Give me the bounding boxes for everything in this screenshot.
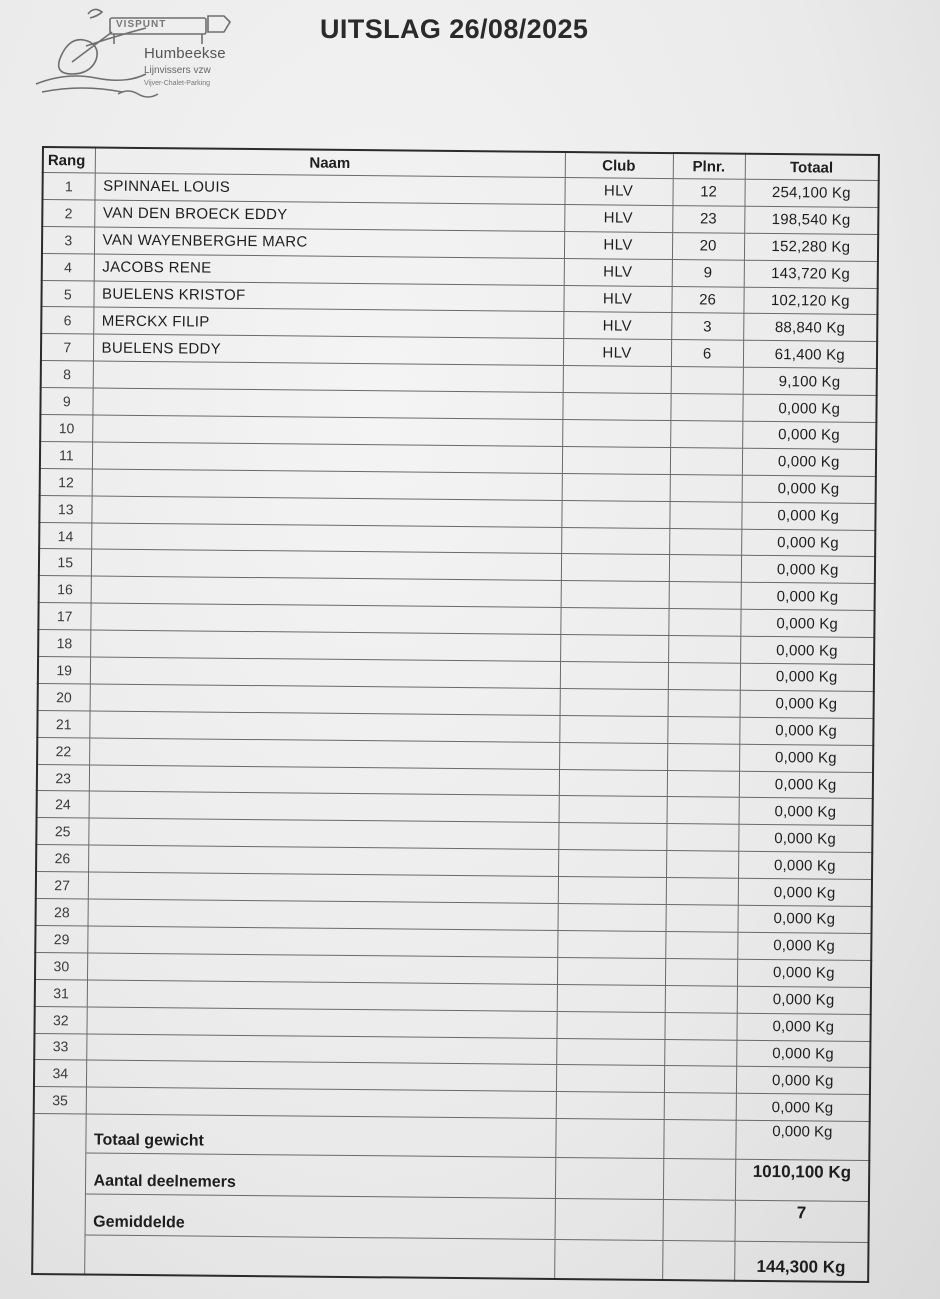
cell-rang: 35 — [34, 1087, 86, 1114]
aantal-deelnemers-value: 7 — [735, 1200, 869, 1242]
cell-rang: 20 — [38, 683, 90, 710]
cell-naam: JACOBS RENE — [94, 254, 564, 285]
cell-plnr — [666, 824, 738, 852]
cell-plnr — [665, 985, 737, 1013]
cell-club — [557, 984, 665, 1012]
cell-plnr: 20 — [672, 232, 744, 260]
cell-club — [558, 877, 666, 905]
cell-plnr — [665, 931, 737, 959]
cell-club: HLV — [564, 231, 672, 259]
cell-plnr — [669, 582, 741, 610]
cell-club — [557, 930, 665, 958]
cell-plnr — [666, 878, 738, 906]
cell-rang: 24 — [37, 791, 89, 818]
cell-plnr — [664, 1066, 736, 1094]
cell-club — [556, 1065, 664, 1093]
cell-rang: 18 — [38, 630, 90, 657]
cell-rang: 3 — [42, 226, 94, 253]
cell-rang: 22 — [37, 737, 89, 764]
cell-totaal: 0,000 Kg — [737, 986, 871, 1014]
cell-rang: 33 — [34, 1033, 86, 1060]
cell-club — [561, 581, 669, 609]
header-totaal: Totaal — [745, 154, 879, 181]
cell-plnr: 12 — [672, 179, 744, 207]
cell-club — [561, 500, 669, 528]
cell-rang: 5 — [41, 280, 93, 307]
logo-title: Humbeekse — [144, 45, 226, 62]
cell-club — [560, 608, 668, 636]
cell-plnr — [664, 1039, 736, 1067]
cell-rang: 23 — [37, 764, 89, 791]
cell-rang: 7 — [41, 334, 93, 361]
cell-plnr — [668, 689, 740, 717]
cell-totaal: 152,280 Kg — [744, 233, 878, 261]
cell-club — [560, 635, 668, 663]
page-title: UITSLAG 26/08/2025 — [320, 14, 589, 44]
cell-rang: 10 — [40, 415, 92, 442]
cell-plnr — [670, 447, 742, 475]
cell-totaal: 0,000 Kg — [738, 878, 872, 906]
cell-rang: 29 — [35, 925, 87, 952]
cell-rang: 6 — [41, 307, 93, 334]
header-plnr: Plnr. — [673, 153, 745, 179]
cell-naam: MERCKX FILIP — [93, 307, 563, 338]
cell-club — [560, 688, 668, 716]
cell-rang: 31 — [35, 979, 87, 1006]
cell-totaal: 61,400 Kg — [743, 341, 877, 369]
cell-plnr — [670, 474, 742, 502]
cell-club — [561, 527, 669, 555]
club-logo — [28, 4, 248, 104]
cell-totaal: 0,000 Kg — [739, 771, 873, 799]
cell-rang: 2 — [42, 199, 94, 226]
cell-rang: 15 — [39, 549, 91, 576]
cell-totaal: 0,000 Kg — [740, 609, 874, 637]
cell-totaal: 9,100 Kg — [743, 367, 877, 395]
cell-club — [557, 904, 665, 932]
cell-rang: 11 — [40, 441, 92, 468]
cell-club — [559, 796, 667, 824]
cell-totaal: 0,000 Kg — [740, 636, 874, 664]
cell-rang: 8 — [41, 361, 93, 388]
cell-club: HLV — [564, 204, 672, 232]
cell-club — [563, 366, 671, 394]
cell-rang: 21 — [37, 710, 89, 737]
logo-sign-text: VISPUNT — [116, 19, 167, 30]
cell-totaal: 0,000 Kg — [737, 932, 871, 960]
cell-plnr — [667, 797, 739, 825]
cell-plnr — [667, 770, 739, 798]
cell-plnr — [667, 743, 739, 771]
cell-club — [562, 446, 670, 474]
cell-totaal: 102,120 Kg — [743, 287, 877, 315]
cell-club — [556, 1011, 664, 1039]
cell-plnr — [668, 636, 740, 664]
cell-rang: 4 — [42, 253, 94, 280]
cell-totaal: 0,000 Kg — [741, 556, 875, 584]
cell-club — [561, 554, 669, 582]
cell-plnr — [668, 663, 740, 691]
cell-naam: BUELENS KRISTOF — [93, 281, 563, 312]
cell-plnr — [671, 367, 743, 395]
logo-tagline: Vijver-Chalet-Parking — [144, 80, 211, 87]
cell-plnr — [667, 716, 739, 744]
header-naam: Naam — [95, 148, 565, 178]
cell-totaal: 0,000 Kg — [742, 475, 876, 503]
cell-rang: 16 — [39, 576, 91, 603]
cell-rang: 1 — [42, 173, 94, 200]
cell-rang: 17 — [38, 603, 90, 630]
cell-plnr — [665, 958, 737, 986]
extra-total-value: 0,000 Kg — [735, 1120, 869, 1160]
cell-club — [556, 1038, 664, 1066]
cell-totaal: 0,000 Kg — [736, 1013, 870, 1041]
results-table-wrapper — [31, 146, 878, 1283]
cell-totaal: 0,000 Kg — [738, 825, 872, 853]
aantal-deelnemers-label: Aantal deelnemers — [85, 1153, 555, 1199]
cell-club: HLV — [563, 285, 671, 313]
summary-row-gemiddelde-value — [32, 1235, 868, 1283]
cell-naam: BUELENS EDDY — [93, 334, 563, 365]
cell-totaal: 0,000 Kg — [739, 744, 873, 772]
cell-club — [558, 823, 666, 851]
cell-totaal: 0,000 Kg — [741, 502, 875, 530]
cell-rang: 27 — [36, 872, 88, 899]
cell-plnr: 26 — [671, 286, 743, 314]
cell-plnr — [668, 609, 740, 637]
cell-club: HLV — [564, 178, 672, 206]
cell-club — [556, 1092, 664, 1120]
cell-club: HLV — [563, 312, 671, 340]
cell-totaal: 0,000 Kg — [741, 529, 875, 557]
cell-totaal: 0,000 Kg — [740, 690, 874, 718]
cell-totaal: 0,000 Kg — [742, 394, 876, 422]
cell-totaal: 0,000 Kg — [737, 905, 871, 933]
cell-totaal: 0,000 Kg — [741, 583, 875, 611]
cell-plnr: 9 — [672, 259, 744, 287]
cell-totaal: 0,000 Kg — [742, 448, 876, 476]
cell-plnr — [669, 528, 741, 556]
cell-rang: 12 — [40, 468, 92, 495]
cell-totaal: 0,000 Kg — [736, 1067, 870, 1095]
cell-totaal: 0,000 Kg — [737, 959, 871, 987]
cell-rang: 32 — [34, 1006, 86, 1033]
cell-plnr: 6 — [671, 340, 743, 368]
cell-rang: 19 — [38, 657, 90, 684]
gemiddelde-value: 144,300 Kg — [734, 1241, 868, 1282]
cell-totaal: 0,000 Kg — [736, 1093, 870, 1121]
gemiddelde-label: Gemiddelde — [85, 1194, 555, 1240]
cell-club — [560, 662, 668, 690]
totaal-gewicht-label: Totaal gewicht — [85, 1114, 555, 1158]
cell-plnr — [670, 394, 742, 422]
cell-rang: 9 — [40, 388, 92, 415]
header-rang: Rang — [43, 147, 95, 173]
cell-rang: 26 — [36, 845, 88, 872]
cell-club — [559, 742, 667, 770]
cell-totaal: 0,000 Kg — [740, 663, 874, 691]
cell-naam: SPINNAEL LOUIS — [94, 173, 564, 204]
cell-rang: 14 — [39, 522, 91, 549]
totaal-gewicht-value: 1010,100 Kg — [735, 1159, 869, 1201]
cell-club — [558, 850, 666, 878]
cell-rang: 13 — [39, 495, 91, 522]
results-table — [31, 146, 880, 1283]
cell-plnr — [665, 905, 737, 933]
cell-totaal: 88,840 Kg — [743, 314, 877, 342]
cell-rang: 28 — [36, 899, 88, 926]
cell-plnr: 3 — [671, 313, 743, 341]
cell-plnr — [669, 501, 741, 529]
cell-plnr — [664, 1012, 736, 1040]
cell-totaal: 0,000 Kg — [739, 717, 873, 745]
cell-rang: 30 — [35, 952, 87, 979]
cell-plnr — [669, 555, 741, 583]
cell-totaal: 143,720 Kg — [744, 260, 878, 288]
cell-club — [559, 769, 667, 797]
cell-totaal: 0,000 Kg — [736, 1040, 870, 1068]
cell-club: HLV — [563, 339, 671, 367]
cell-club — [562, 393, 670, 421]
cell-naam: VAN DEN BROECK EDDY — [94, 200, 564, 231]
cell-totaal: 0,000 Kg — [742, 421, 876, 449]
cell-club — [557, 957, 665, 985]
cell-totaal: 0,000 Kg — [739, 798, 873, 826]
cell-rang: 34 — [34, 1060, 86, 1087]
cell-plnr: 23 — [672, 205, 744, 233]
cell-plnr — [666, 851, 738, 879]
cell-club: HLV — [564, 258, 672, 286]
cell-club — [562, 473, 670, 501]
cell-club — [562, 420, 670, 448]
cell-plnr — [664, 1093, 736, 1121]
logo-subtitle: Lijnvissers vzw — [144, 65, 211, 76]
cell-naam: VAN WAYENBERGHE MARC — [94, 227, 564, 258]
cell-plnr — [670, 421, 742, 449]
cell-totaal: 254,100 Kg — [744, 179, 878, 207]
cell-rang: 25 — [36, 818, 88, 845]
cell-totaal: 198,540 Kg — [744, 206, 878, 234]
header-club: Club — [565, 152, 673, 179]
cell-club — [559, 715, 667, 743]
cell-totaal: 0,000 Kg — [738, 851, 872, 879]
